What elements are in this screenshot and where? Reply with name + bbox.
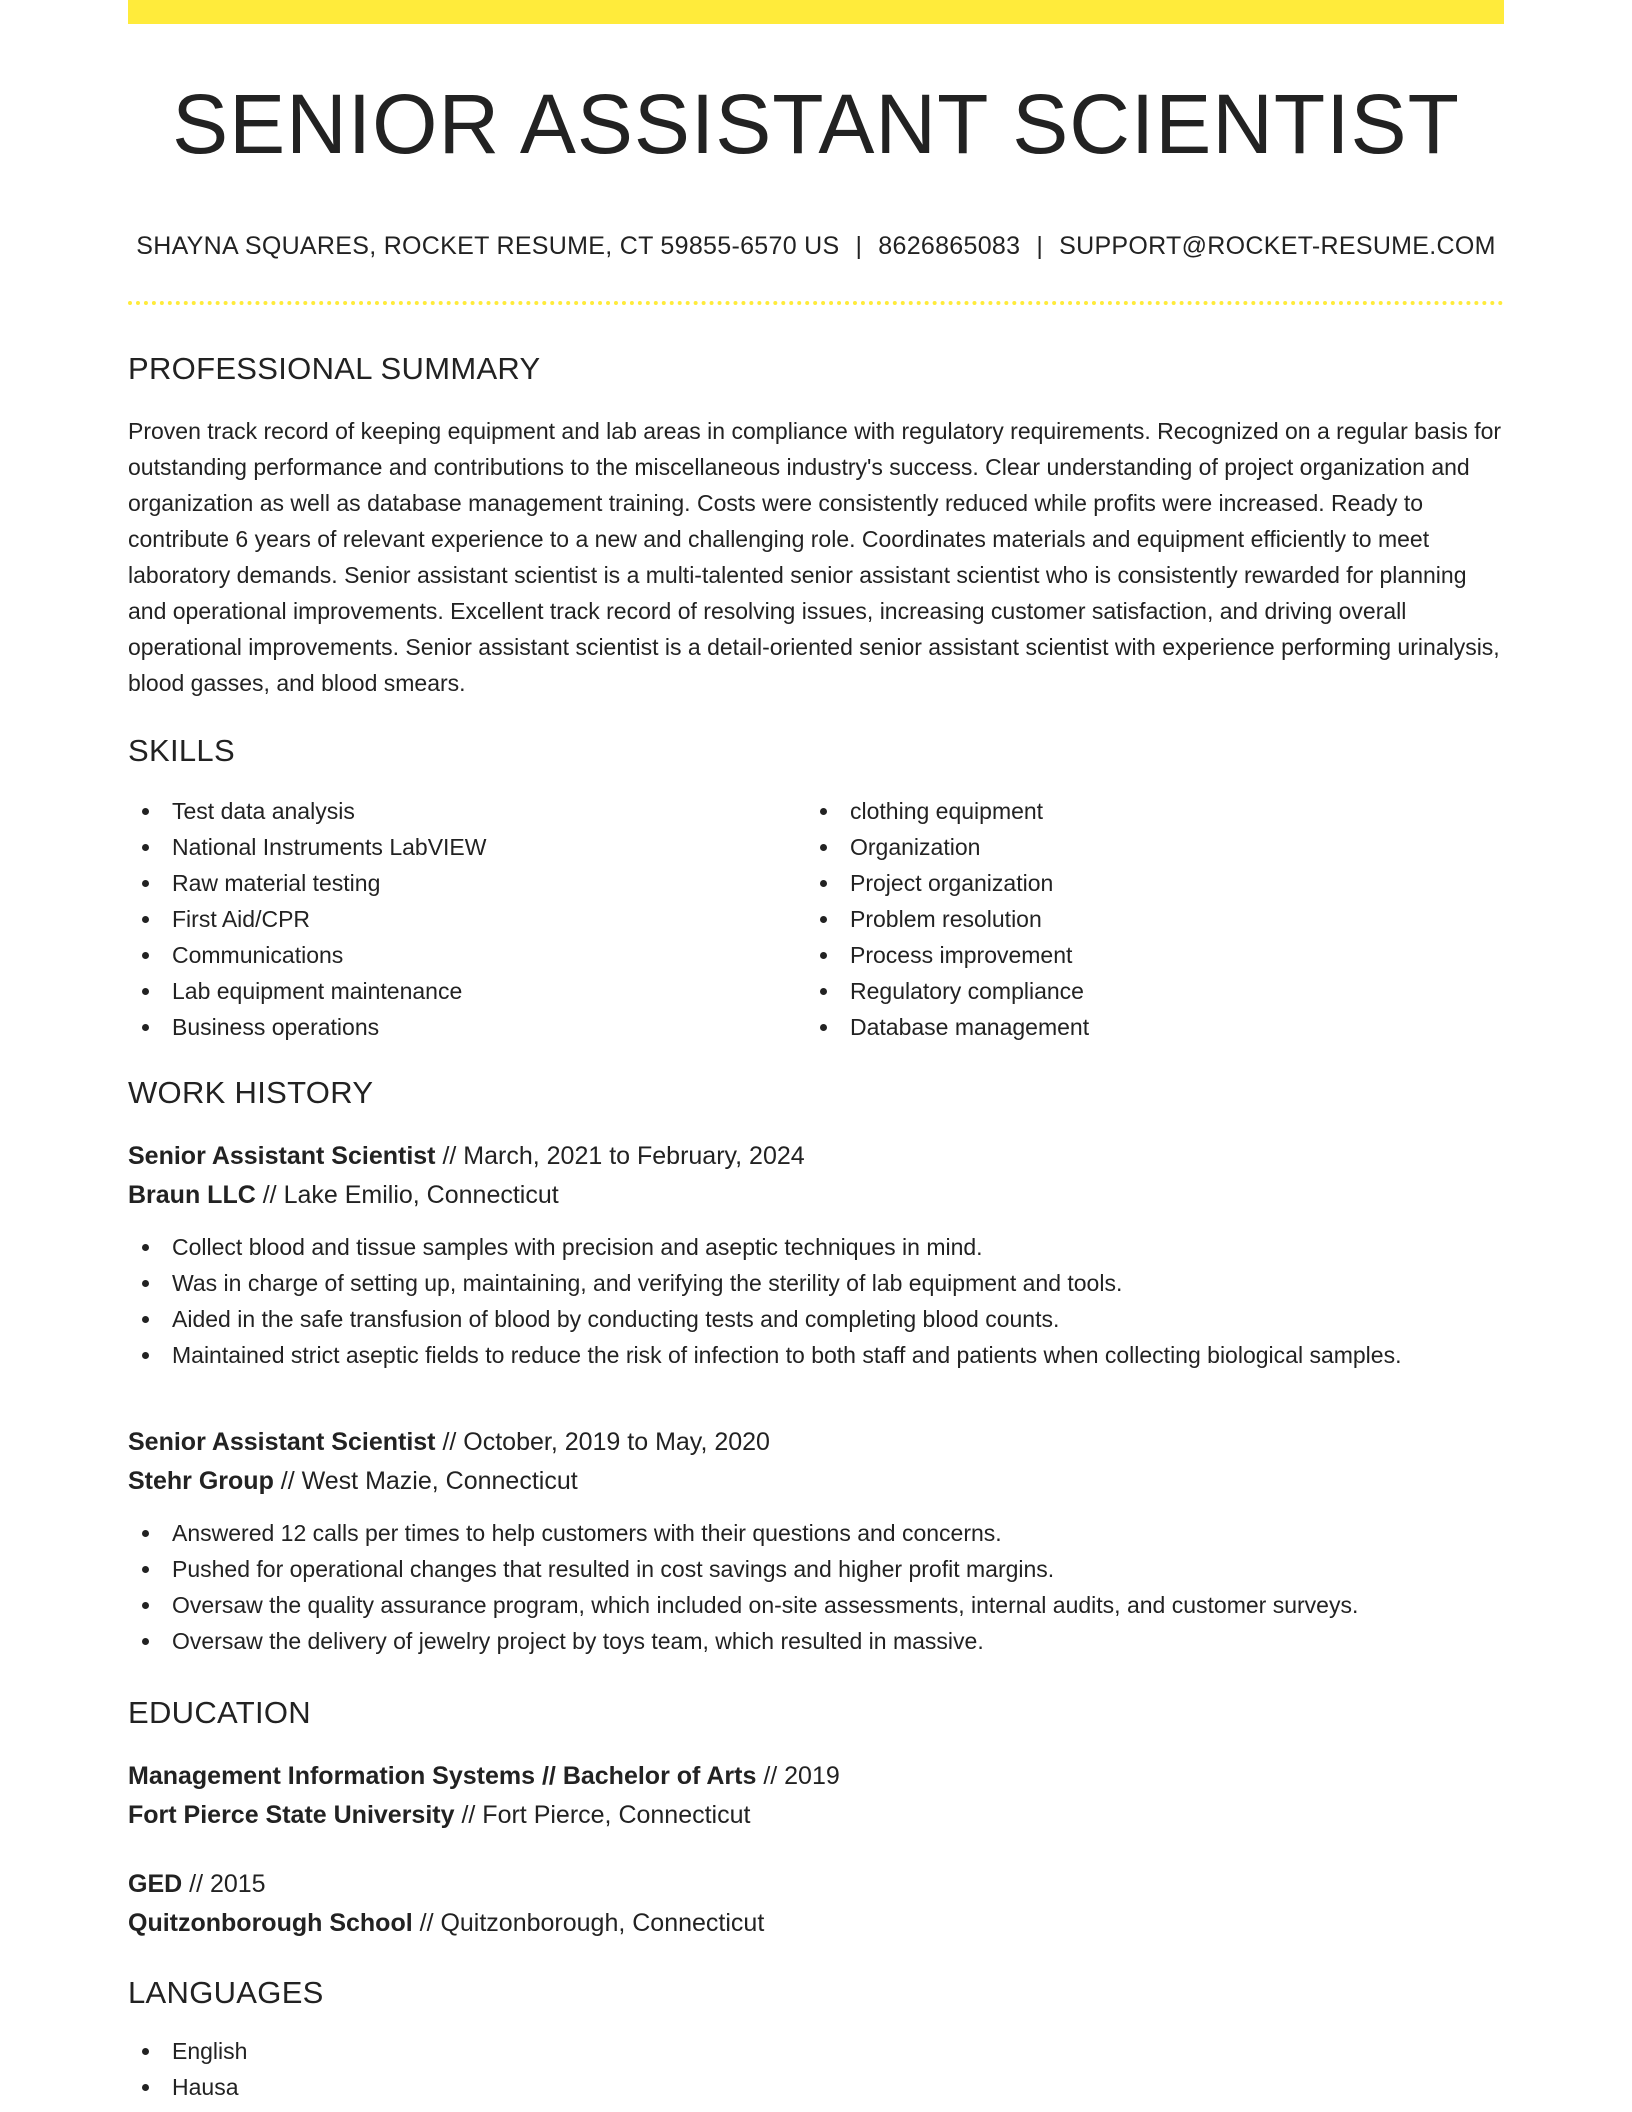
- graduation-year: // 2015: [182, 1870, 266, 1898]
- company-name: Stehr Group: [128, 1467, 274, 1495]
- resume-page: [128, 0, 1504, 2105]
- list-item: Test data analysis: [128, 793, 806, 829]
- skills-list: [128, 793, 1504, 1045]
- degree-line: [128, 1865, 1504, 1904]
- list-item: Project organization: [806, 865, 1484, 901]
- school-location: // Quitzonborough, Connecticut: [412, 1909, 765, 1937]
- job-dates: // March, 2021 to February, 2024: [435, 1142, 805, 1170]
- separator: |: [1036, 232, 1044, 260]
- list-item: Lab equipment maintenance: [128, 973, 806, 1009]
- graduation-year: // 2019: [756, 1762, 840, 1790]
- contact-line: [128, 232, 1504, 261]
- phone: 8626865083: [878, 232, 1021, 260]
- education-entry: [128, 1757, 1504, 1835]
- list-item: Maintained strict aseptic fields to reduce the risk of infection to both staff and patients when collecting biological samples.: [128, 1337, 1504, 1373]
- job-title: Senior Assistant Scientist: [128, 1142, 436, 1170]
- list-item: Oversaw the quality assurance program, which included on-site assessments, internal audits, and customer surveys.: [128, 1587, 1504, 1623]
- job-dates: // October, 2019 to May, 2020: [435, 1428, 770, 1456]
- languages-heading: LANGUAGES: [128, 1975, 324, 2010]
- job-title-line: [128, 1423, 1504, 1462]
- list-item: First Aid/CPR: [128, 901, 806, 937]
- company-location: // Lake Emilio, Connecticut: [255, 1181, 559, 1209]
- degree: Management Information Systems // Bachelor of Arts: [128, 1762, 757, 1790]
- education-entry: [128, 1865, 1504, 1943]
- job-entry: [128, 1137, 1504, 1373]
- job-company-line: [128, 1176, 1504, 1215]
- education-heading: EDUCATION: [128, 1695, 311, 1730]
- list-item: Oversaw the delivery of jewelry project by toys team, which resulted in massive.: [128, 1623, 1504, 1659]
- job-bullets: [128, 1515, 1504, 1659]
- skills-column-right: [806, 793, 1484, 1045]
- list-item: Was in charge of setting up, maintaining, and verifying the sterility of lab equipment and tools.: [128, 1265, 1504, 1301]
- list-item: Hausa: [128, 2069, 1504, 2105]
- address: SHAYNA SQUARES, ROCKET RESUME, CT 59855-6570 US: [136, 232, 840, 260]
- list-item: Aided in the safe transfusion of blood by conducting tests and completing blood counts.: [128, 1301, 1504, 1337]
- degree: GED: [128, 1870, 183, 1898]
- list-item: Organization: [806, 829, 1484, 865]
- page-title: SENIOR ASSISTANT SCIENTIST: [172, 77, 1460, 171]
- list-item: Problem resolution: [806, 901, 1484, 937]
- summary-heading: PROFESSIONAL SUMMARY: [128, 351, 541, 386]
- list-item: Database management: [806, 1009, 1484, 1045]
- list-item: Business operations: [128, 1009, 806, 1045]
- list-item: Process improvement: [806, 937, 1484, 973]
- school-location: // Fort Pierce, Connecticut: [454, 1801, 751, 1829]
- job-title-line: [128, 1137, 1504, 1176]
- separator: |: [855, 232, 863, 260]
- list-item: Pushed for operational changes that resulted in cost savings and higher profit margins.: [128, 1551, 1504, 1587]
- school-name: Fort Pierce State University: [128, 1801, 455, 1829]
- list-item: clothing equipment: [806, 793, 1484, 829]
- accent-bar: [128, 0, 1504, 24]
- job-title: Senior Assistant Scientist: [128, 1428, 436, 1456]
- list-item: Raw material testing: [128, 865, 806, 901]
- work-heading: WORK HISTORY: [128, 1075, 374, 1110]
- school-line: [128, 1904, 1504, 1943]
- summary-text: Proven track record of keeping equipment and lab areas in compliance with regulatory requirements. Recognized on a regular basis for outstanding performance and contributions to the miscellaneous industry's success. Clear understanding of project organization and organization as well as database management training. Costs were consistently reduced while profits were increased. Ready to contribute 6 years of relevant experience to a new and challenging role. Coordinates materials and equipment efficiently to meet laboratory demands. Senior assistant scientist is a multi-talented senior assistant scientist who is consistently rewarded for planning and operational improvements. Excellent track record of resolving issues, increasing customer satisfaction, and driving overall operational improvements. Senior assistant scientist is a detail-oriented senior assistant scientist with experience performing urinalysis, blood gasses, and blood smears.: [128, 418, 1502, 696]
- list-item: Answered 12 calls per times to help customers with their questions and concerns.: [128, 1515, 1504, 1551]
- skills-heading: SKILLS: [128, 733, 235, 768]
- list-item: English: [128, 2033, 1504, 2069]
- job-entry: [128, 1423, 1504, 1659]
- list-item: Collect blood and tissue samples with precision and aseptic techniques in mind.: [128, 1229, 1504, 1265]
- school-name: Quitzonborough School: [128, 1909, 413, 1937]
- job-company-line: [128, 1462, 1504, 1501]
- list-item: Communications: [128, 937, 806, 973]
- job-bullets: [128, 1229, 1504, 1373]
- dotted-divider: [128, 301, 1504, 305]
- company-location: // West Mazie, Connecticut: [273, 1467, 578, 1495]
- skills-column-left: [128, 793, 806, 1045]
- school-line: [128, 1796, 1504, 1835]
- email: SUPPORT@ROCKET-RESUME.COM: [1059, 232, 1496, 260]
- list-item: Regulatory compliance: [806, 973, 1484, 1009]
- list-item: National Instruments LabVIEW: [128, 829, 806, 865]
- languages-list: [128, 2033, 1504, 2105]
- degree-line: [128, 1757, 1504, 1796]
- company-name: Braun LLC: [128, 1181, 256, 1209]
